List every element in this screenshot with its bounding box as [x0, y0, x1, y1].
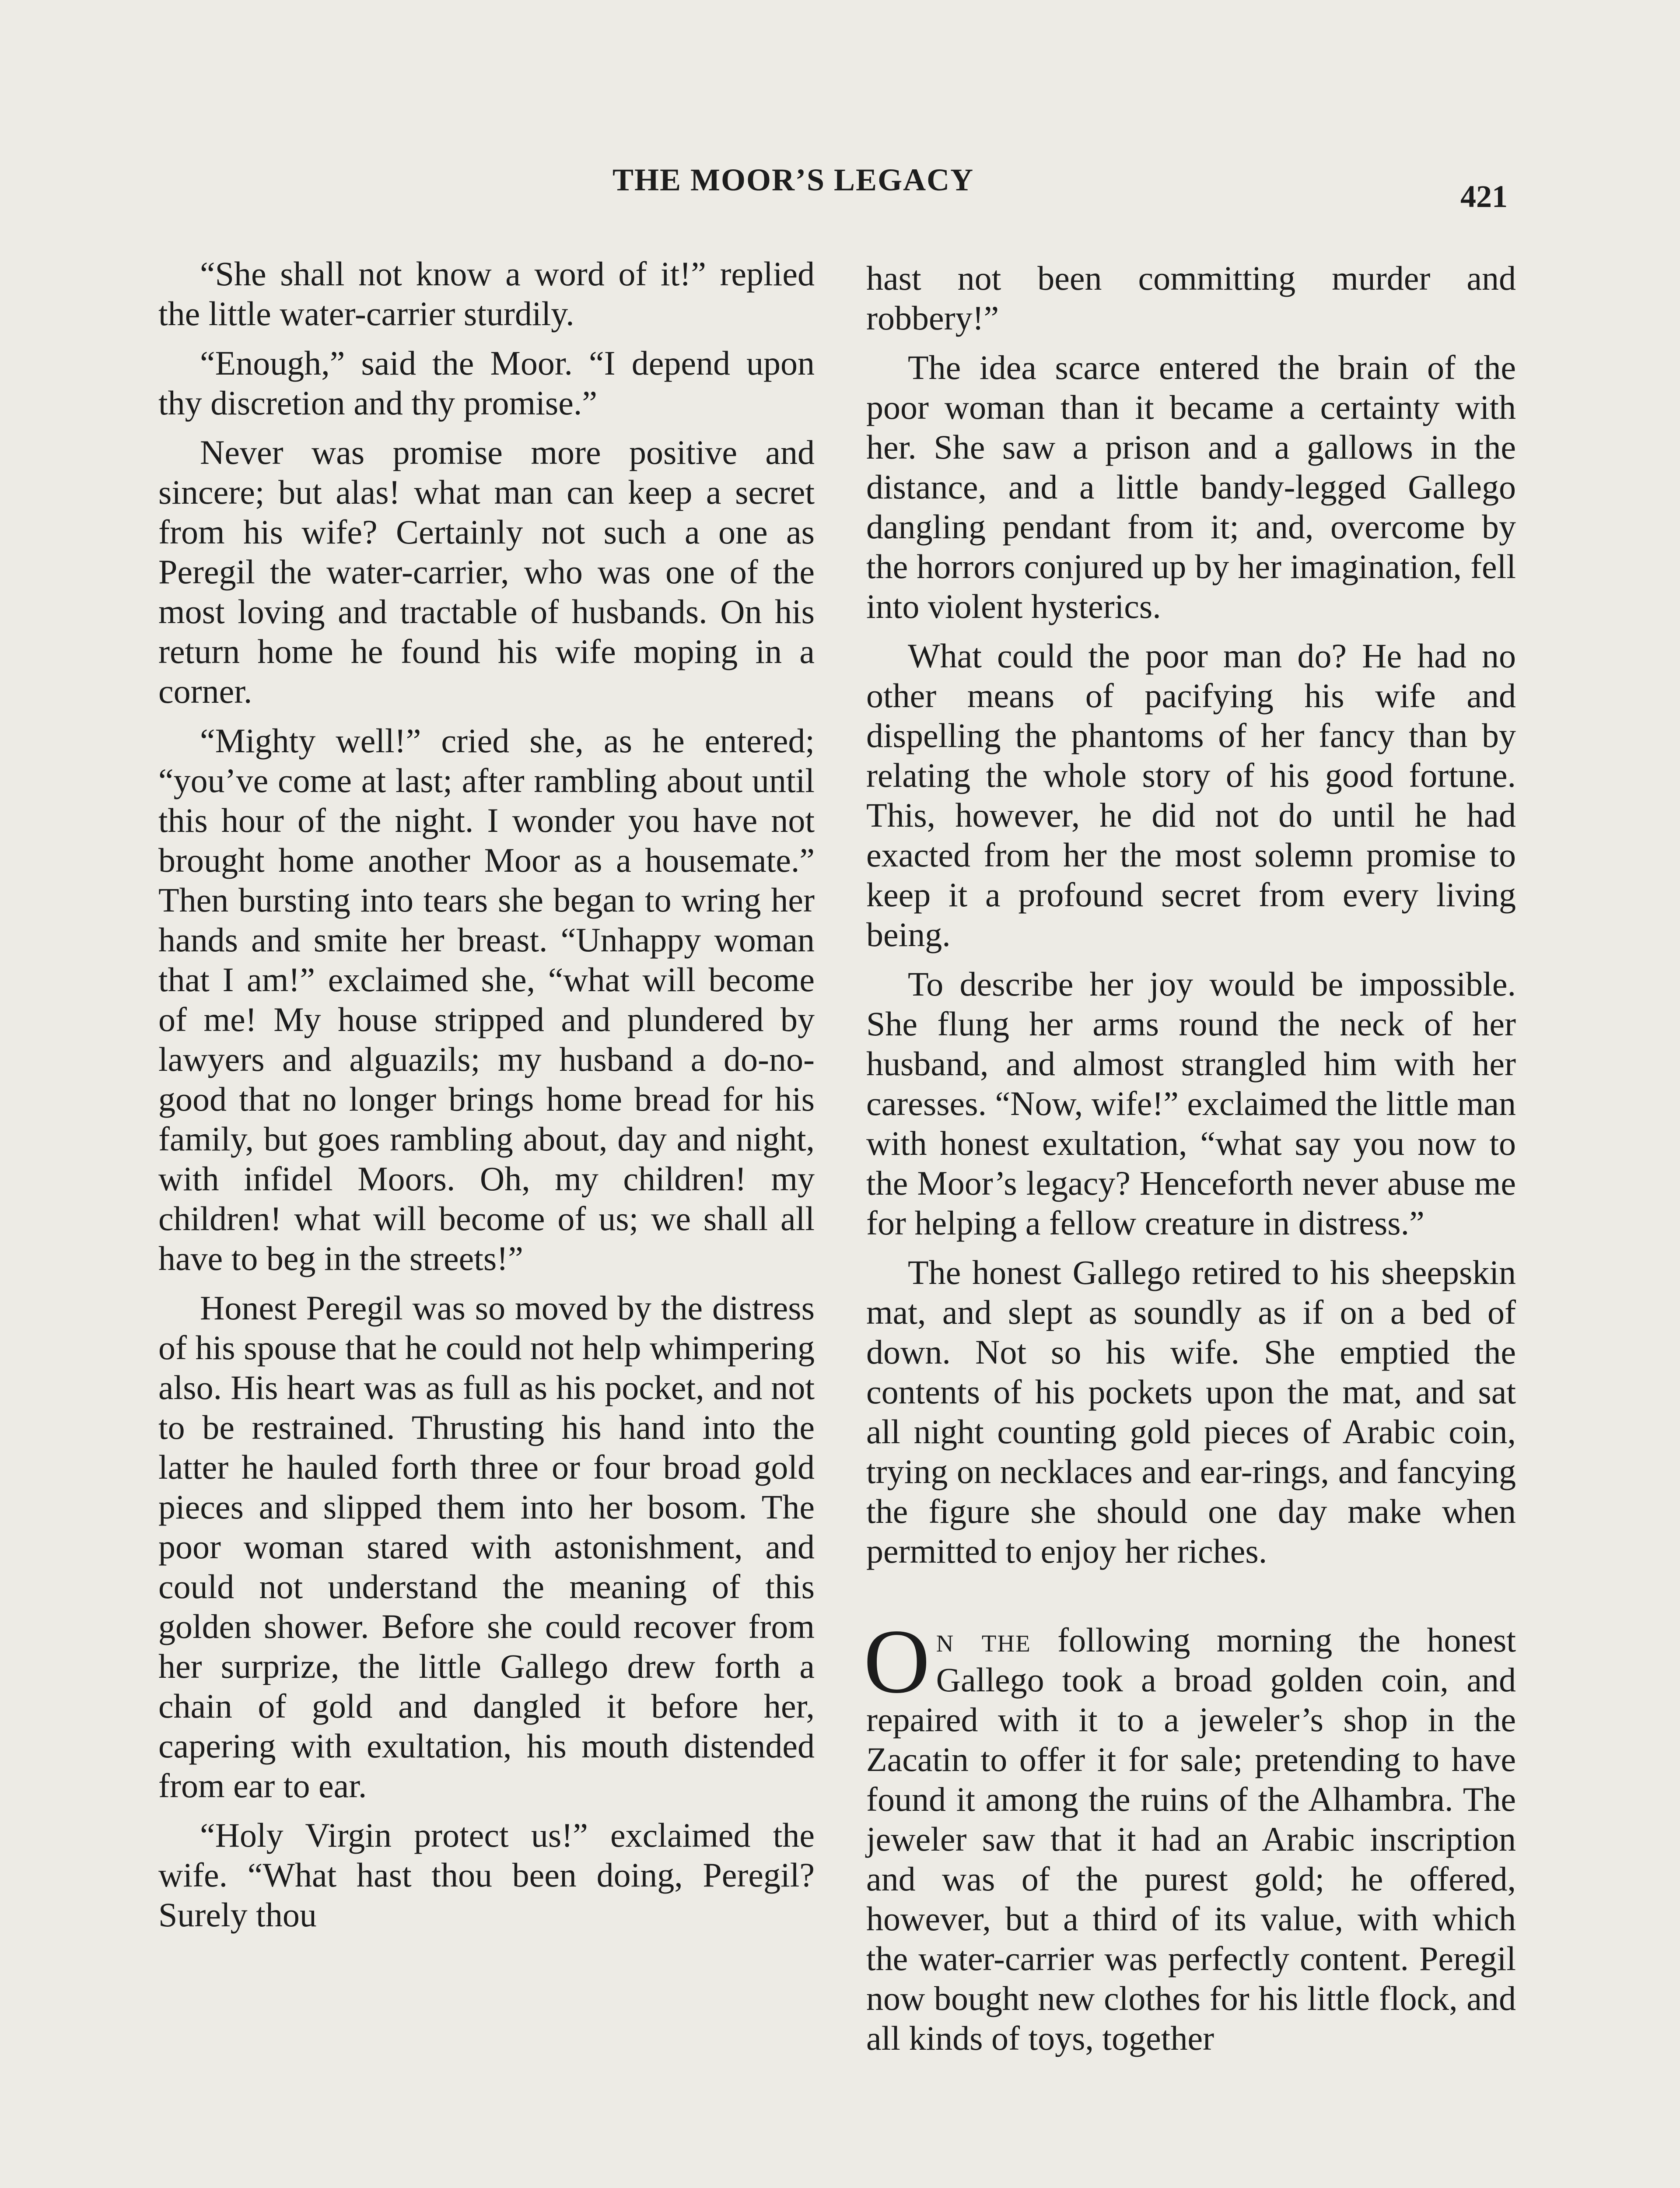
- paragraph: The honest Gallego retired to his sheepskin mat, and slept as soundly as if on a bed of down. Not so his wife. She emptied the contents of his pockets upon the mat, and sat all night counting gold pieces of Arabic coin, trying on necklaces and ear-rings, and fancying the figure she should one day make when permitted to enjoy her riches.: [866, 1253, 1516, 1570]
- paragraph: “Enough,” said the Moor. “I depend upon thy discretion and thy promise.”: [158, 344, 815, 422]
- right-column: [866, 258, 1516, 2068]
- paragraph: “Mighty well!” cried she, as he entered; “you’ve come at last; after rambling about until this hour of the night. I wonder you have not brought home another Moor as a housemate.” Then bursting into tears she began to wring her hands and smite her breast. “Unhappy woman that I am!” exclaimed she, “what will become of me! My house stripped and plundered by lawyers and alguazils; my husband a do-no-good that no longer brings home bread for his family, but goes rambling about, day and night, with infidel Moors. Oh, my children! my children! what will become of us; we shall all have to beg in the streets!”: [158, 722, 815, 1277]
- paragraph: The idea scarce entered the brain of the poor woman than it became a certainty with her. She saw a prison and a gallows in the distance, and a little bandy-legged Gallego dangling pendant from it; and, overcome by the horrors conjured up by her imagination, fell into violent hysterics.: [866, 348, 1516, 625]
- drop-cap: O: [864, 1611, 930, 1712]
- running-title: THE MOOR’S LEGACY: [612, 162, 974, 197]
- page-number: 421: [1460, 179, 1508, 214]
- paragraph-continued: hast not been committing murder and robbery!”: [866, 259, 1516, 337]
- paragraph: To describe her joy would be impossible. She flung her arms round the neck of her husband, and almost strangled him with her caresses. “Now, wife!” exclaimed the little man with honest exultation, “what say you now to the Moor’s legacy? Henceforth never abuse me for helping a fellow creature in distress.”: [866, 965, 1516, 1242]
- section-break: [866, 1581, 1516, 1620]
- paragraph: “She shall not know a word of it!” replied the little water-carrier sturdily.: [158, 255, 815, 333]
- section-text: following morning the honest Gallego took a broad golden coin, and repaired with it to a jeweler’s shop in the Zacatin to offer it for sale; pretending to have found it among the ruins of the Alhambra. The jeweler saw that it had an Arabic inscription and was of the purest gold; he offered, however, but a third of its value, with which the water-carrier was perfectly content. Peregil now bought new clothes for his little flock, and all kinds of toys, together: [866, 1621, 1516, 2057]
- lead-in-smallcaps: n the: [936, 1621, 1031, 1659]
- paragraph: Honest Peregil was so moved by the distress of his spouse that he could not help whimpering also. His heart was as full as his pocket, and not to be restrained. Thrusting his hand into the latter he hauled forth three or four broad gold pieces and slipped them into her bosom. The poor woman stared with astonishment, and could not understand the meaning of this golden shower. Before she could recover from her surprize, the little Gallego drew forth a chain of gold and dangled it before her, capering with exultation, his mouth distended from ear to ear.: [158, 1289, 815, 1805]
- paragraph: “Holy Virgin protect us!” exclaimed the wife. “What hast thou been doing, Peregil? Surely thou: [158, 1816, 815, 1934]
- paragraph: Never was promise more positive and sincere; but alas! what man can keep a secret from his wife? Certainly not such a one as Peregil the water-carrier, who was one of the most loving and tractable of husbands. On his return home he found his wife moping in a corner.: [158, 433, 815, 710]
- left-column: [158, 254, 815, 1944]
- section-opening-paragraph: [864, 1611, 1516, 2058]
- paragraph: What could the poor man do? He had no other means of pacifying his wife and dispelling the phantoms of her fancy than by relating the whole story of his good fortune. This, however, he did not do until he had exacted from her the most solemn promise to keep it a profound secret from every living being.: [866, 637, 1516, 954]
